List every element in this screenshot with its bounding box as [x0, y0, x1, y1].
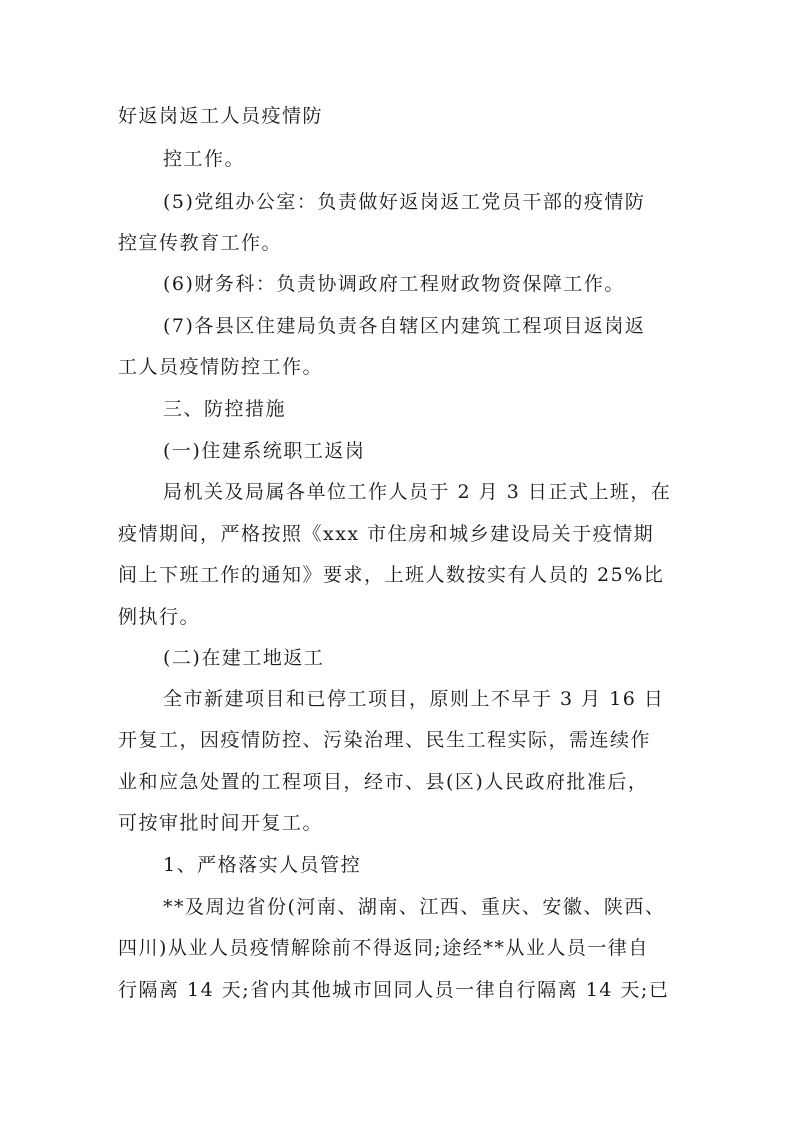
text-line: 疫情期间，严格按照《xxx 市住房和城乡建设局关于疫情期 [118, 523, 655, 545]
text-line: 业和应急处置的工程项目，经市、县(区)人民政府批准后， [118, 771, 649, 793]
text-line: 可按审批时间开复工。 [118, 812, 324, 834]
text-line: 四川)从业人员疫情解除前不得返同;途经**从业人员一律自 [118, 937, 649, 959]
subsection-heading: (二)在建工地返工 [163, 647, 325, 669]
text-line: 工人员疫情防控工作。 [118, 356, 324, 378]
text-line: (7)各县区住建局负责各自辖区内建筑工程项目返岗返 [163, 315, 646, 337]
text-line: 例执行。 [118, 606, 201, 628]
text-line: (5)党组办公室：负责做好返岗返工党员干部的疫情防 [163, 191, 646, 213]
item-heading: 1、严格落实人员管控 [163, 854, 362, 876]
text-line: 全市新建项目和已停工项目，原则上不早于 3 月 16 日 [163, 688, 665, 710]
text-line: (6)财务科：负责协调政府工程财政物资保障工作。 [163, 273, 625, 295]
subsection-heading: (一)住建系统职工返岗 [163, 440, 366, 462]
text-line: 行隔离 14 天;省内其他城市回同人员一律自行隔离 14 天;已 [118, 979, 670, 1001]
text-line: 控宣传教育工作。 [118, 232, 283, 254]
text-line: **及周边省份(河南、湖南、江西、重庆、安徽、陕西、 [163, 896, 666, 918]
text-line: 好返岗返工人员疫情防 [118, 105, 324, 127]
text-line: 局机关及局属各单位工作人员于 2 月 3 日正式上班，在 [163, 481, 672, 503]
text-line: 间上下班工作的通知》要求，上班人数按实有人员的 25%比 [118, 564, 665, 586]
text-line: 开复工，因疫情防控、污染治理、民生工程实际，需连续作 [118, 729, 652, 751]
text-line: 控工作。 [163, 148, 246, 170]
section-heading: 三、防控措施 [163, 398, 287, 420]
